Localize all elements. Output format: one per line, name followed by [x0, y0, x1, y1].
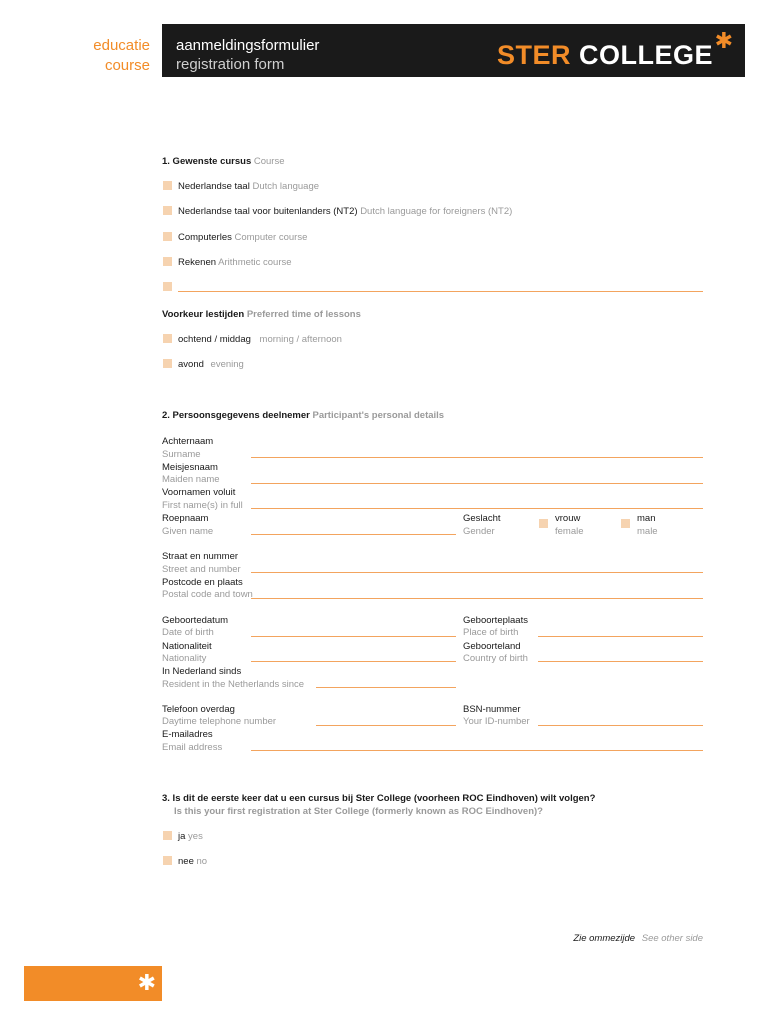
- option-arithmetic: [178, 257, 292, 269]
- form-title-en: registration form: [176, 56, 285, 73]
- phone-label-en: Daytime telephone number: [162, 716, 277, 727]
- logo-word-college: COLLEGE: [578, 40, 713, 70]
- option-dutch-language: [178, 181, 319, 193]
- option-label-nl: Rekenen: [178, 257, 217, 268]
- option-label-en: Dutch language for foreigners (NT2): [360, 206, 513, 217]
- checkbox-no[interactable]: [163, 856, 172, 865]
- postal-label-nl: Postcode en plaats: [162, 577, 243, 588]
- section2-title: [162, 410, 444, 422]
- postal-field[interactable]: [251, 598, 703, 599]
- logo-word-ster: STER: [496, 40, 571, 70]
- first-names-label-en: First name(s) in full: [162, 500, 243, 511]
- nationality-label-nl: Nationaliteit: [162, 641, 212, 652]
- section1-title: [162, 156, 285, 168]
- female-label-en: female: [555, 526, 584, 537]
- sidebar-line-en: course: [104, 57, 150, 74]
- given-name-label-en: Given name: [162, 526, 214, 537]
- pob-label-en: Place of birth: [463, 627, 519, 638]
- section1-title-en: Course: [253, 156, 285, 167]
- footer-bar: [24, 966, 162, 1001]
- other-course-field[interactable]: [178, 291, 703, 292]
- option-label-nl: nee: [178, 856, 194, 867]
- section2-title-nl: 2. Persoonsgegevens deelnemer: [162, 410, 310, 421]
- star-icon: ✱: [137, 970, 156, 995]
- option-label-en: Arithmetic course: [218, 257, 292, 268]
- given-name-label-nl: Roepnaam: [162, 513, 209, 524]
- given-name-field[interactable]: [251, 534, 456, 535]
- resident-since-field[interactable]: [316, 687, 456, 688]
- header-bar: [162, 24, 745, 77]
- see-other-side-nl: Zie ommezijde: [573, 933, 636, 944]
- checkbox-other[interactable]: [163, 282, 172, 291]
- option-label-nl: ja: [178, 831, 186, 842]
- checkbox-computer-course[interactable]: [163, 232, 172, 241]
- street-field[interactable]: [251, 572, 703, 573]
- cob-label-en: Country of birth: [463, 653, 528, 664]
- email-field[interactable]: [251, 750, 703, 751]
- section3-title-nl: 3. Is dit de eerste keer dat u een cursus bij Ster College (voorheen ROC Eindhoven) wilt volgen?: [162, 793, 596, 804]
- bsn-label-nl: BSN-nummer: [463, 704, 521, 715]
- dob-label-nl: Geboortedatum: [162, 615, 229, 626]
- email-label-en: Email address: [162, 742, 223, 753]
- preferred-time-title-nl: Voorkeur lestijden: [162, 309, 245, 320]
- pob-label-nl: Geboorteplaats: [463, 615, 528, 626]
- option-label-en: evening: [210, 359, 244, 370]
- pob-field[interactable]: [538, 636, 703, 637]
- option-label-nl: Nederlandse taal: [178, 181, 250, 192]
- option-computer-course: [178, 232, 307, 244]
- option-evening: [178, 359, 244, 371]
- maiden-name-label-en: Maiden name: [162, 474, 220, 485]
- first-names-field[interactable]: [251, 508, 703, 509]
- sidebar-label: [93, 36, 150, 76]
- checkbox-morning-afternoon[interactable]: [163, 334, 172, 343]
- resident-label-nl: In Nederland sinds: [162, 666, 242, 677]
- first-names-label-nl: Voornamen voluit: [162, 487, 236, 498]
- bsn-label-en: Your ID-number: [463, 716, 530, 727]
- ster-college-logo: [497, 40, 713, 70]
- checkbox-evening[interactable]: [163, 359, 172, 368]
- checkbox-yes[interactable]: [163, 831, 172, 840]
- preferred-time-title-en: Preferred time of lessons: [246, 309, 361, 320]
- form-title-nl: aanmeldingsformulier: [176, 37, 320, 54]
- checkbox-nt2[interactable]: [163, 206, 172, 215]
- dob-label-en: Date of birth: [162, 627, 214, 638]
- option-nt2: [178, 206, 512, 218]
- checkbox-male[interactable]: [621, 519, 630, 528]
- cob-label-nl: Geboorteland: [463, 641, 521, 652]
- male-label-nl: man: [637, 513, 656, 524]
- nationality-field[interactable]: [251, 661, 456, 662]
- resident-label-en: Resident in the Netherlands since: [162, 679, 305, 690]
- maiden-name-field[interactable]: [251, 483, 703, 484]
- surname-label-en: Surname: [162, 449, 201, 460]
- checkbox-dutch-language[interactable]: [163, 181, 172, 190]
- section1-title-nl: 1. Gewenste cursus: [162, 156, 252, 167]
- nationality-label-en: Nationality: [162, 653, 207, 664]
- option-label-nl: ochtend / middag: [178, 334, 251, 345]
- option-yes: [178, 831, 203, 843]
- bsn-field[interactable]: [538, 725, 703, 726]
- street-label-nl: Straat en nummer: [162, 551, 239, 562]
- surname-label-nl: Achternaam: [162, 436, 214, 447]
- checkbox-arithmetic[interactable]: [163, 257, 172, 266]
- cob-field[interactable]: [538, 661, 703, 662]
- option-label-nl: Computerles: [178, 232, 232, 243]
- option-label-en: Dutch language: [252, 181, 320, 192]
- see-other-side-en: See other side: [641, 933, 703, 944]
- section2-title-en: Participant's personal details: [312, 410, 445, 421]
- email-label-nl: E-mailadres: [162, 729, 213, 740]
- female-label-nl: vrouw: [555, 513, 581, 524]
- preferred-time-title: [162, 309, 361, 321]
- option-label-en: morning / afternoon: [259, 334, 342, 345]
- option-label-en: no: [196, 856, 208, 867]
- postal-label-en: Postal code and town: [162, 589, 253, 600]
- option-label-en: yes: [188, 831, 203, 842]
- gender-label-en: Gender: [463, 526, 495, 537]
- option-label-nl: Nederlandse taal voor buitenlanders (NT2): [178, 206, 358, 217]
- phone-field[interactable]: [316, 725, 456, 726]
- option-label-nl: avond: [178, 359, 204, 370]
- checkbox-female[interactable]: [539, 519, 548, 528]
- section3-title-en: Is this your first registration at Ster College (formerly known as ROC Eindhoven)?: [174, 806, 543, 817]
- option-label-en: Computer course: [234, 232, 308, 243]
- gender-label-nl: Geslacht: [463, 513, 501, 524]
- surname-field[interactable]: [251, 457, 703, 458]
- sidebar-line-nl: educatie: [93, 37, 150, 54]
- option-no: [178, 856, 207, 868]
- star-icon: ✱: [714, 28, 733, 53]
- option-morning-afternoon: [178, 334, 342, 346]
- street-label-en: Street and number: [162, 564, 241, 575]
- see-other-side-note: [573, 933, 703, 945]
- maiden-name-label-nl: Meisjesnaam: [162, 462, 218, 473]
- dob-field[interactable]: [251, 636, 456, 637]
- male-label-en: male: [637, 526, 658, 537]
- phone-label-nl: Telefoon overdag: [162, 704, 235, 715]
